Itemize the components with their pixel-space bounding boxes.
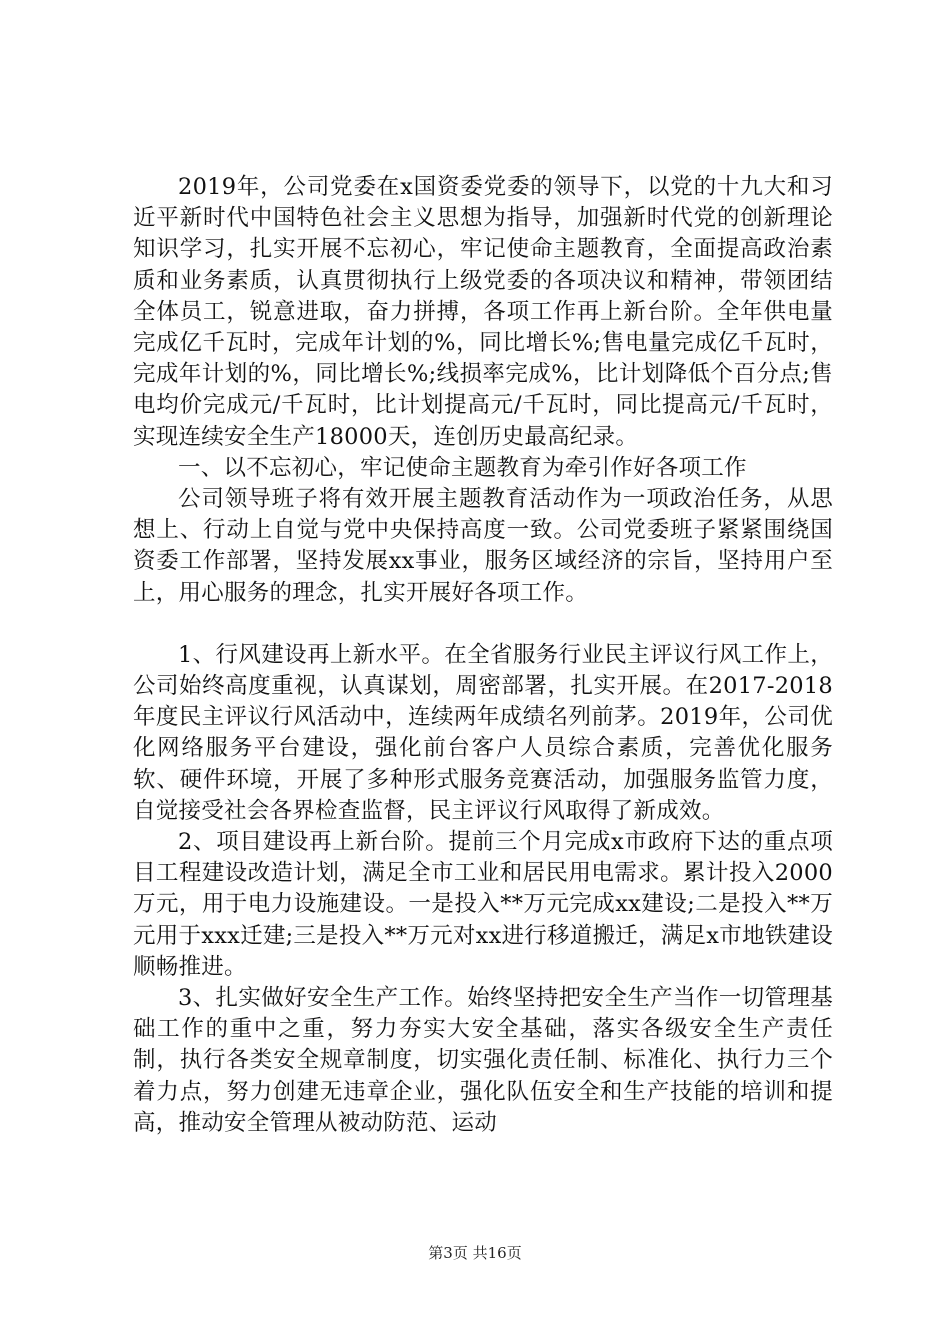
- section-heading-1: 一、以不忘初心，牢记使命主题教育为牵引作好各项工作: [178, 454, 747, 481]
- paragraph-item-1: 1、行风建设再上新水平。在全省服务行业民主评议行风工作上，公司始终高度重视，认真谋划，周密部署，扎实开展。在2017-2018年度民主评议行风活动中，连续两年成绩名列前茅。2019年，公司优化网络服务平台建设，强化前台客户人员综合素质，完善优化服务软、硬件环境，开展了多种形式服务竞赛活动，加强服务监管力度，自觉接受社会各界检查监督，民主评议行风取得了新成效。: [133, 641, 833, 824]
- paragraph-intro: 2019年，公司党委在x国资委党委的领导下，以党的十九大和习近平新时代中国特色社会主义思想为指导，加强新时代党的创新理论知识学习，扎实开展不忘初心，牢记使命主题教育，全面提高政治素质和业务素质，认真贯彻执行上级党委的各项决议和精神，带领团结全体员工，锐意进取，奋力拼搏，各项工作再上新台阶。全年供电量完成亿千瓦时，完成年计划的%，同比增长%;售电量完成亿千瓦时，完成年计划的%，同比增长%;线损率完成%，比计划降低个百分点;售电均价完成元/千瓦时，比计划提高元/千瓦时，同比提高元/千瓦时，实现连续安全生产18000天，连创历史最高纪录。: [133, 174, 833, 450]
- document-body: [133, 172, 833, 1139]
- paragraph-item-3: 3、扎实做好安全生产工作。始终坚持把安全生产当作一切管理基础工作的重中之重，努力夯实大安全基础，落实各级安全生产责任制，执行各类安全规章制度，切实强化责任制、标准化、执行力三个着力点，努力创建无违章企业，强化队伍安全和生产技能的培训和提高，推动安全管理从被动防范、运动: [133, 985, 833, 1136]
- paragraph-item-2: 2、项目建设再上新台阶。提前三个月完成x市政府下达的重点项目工程建设改造计划，满足全市工业和居民用电需求。累计投入2000万元，用于电力设施建设。一是投入**万元完成xx建设;二是投入**万元用于xxx迁建;三是投入**万元对xx进行移道搬迁，满足x市地铁建设顺畅推进。: [133, 829, 833, 980]
- paragraph-spacer: [133, 609, 833, 640]
- page-footer: 第3页 共16页: [428, 1244, 522, 1262]
- paragraph-section-1: 公司领导班子将有效开展主题教育活动作为一项政治任务，从思想上、行动上自觉与党中央保持高度一致。公司党委班子紧紧围绕国资委工作部署，坚持发展xx事业，服务区域经济的宗旨，坚持用户至上，用心服务的理念，扎实开展好各项工作。: [133, 486, 833, 606]
